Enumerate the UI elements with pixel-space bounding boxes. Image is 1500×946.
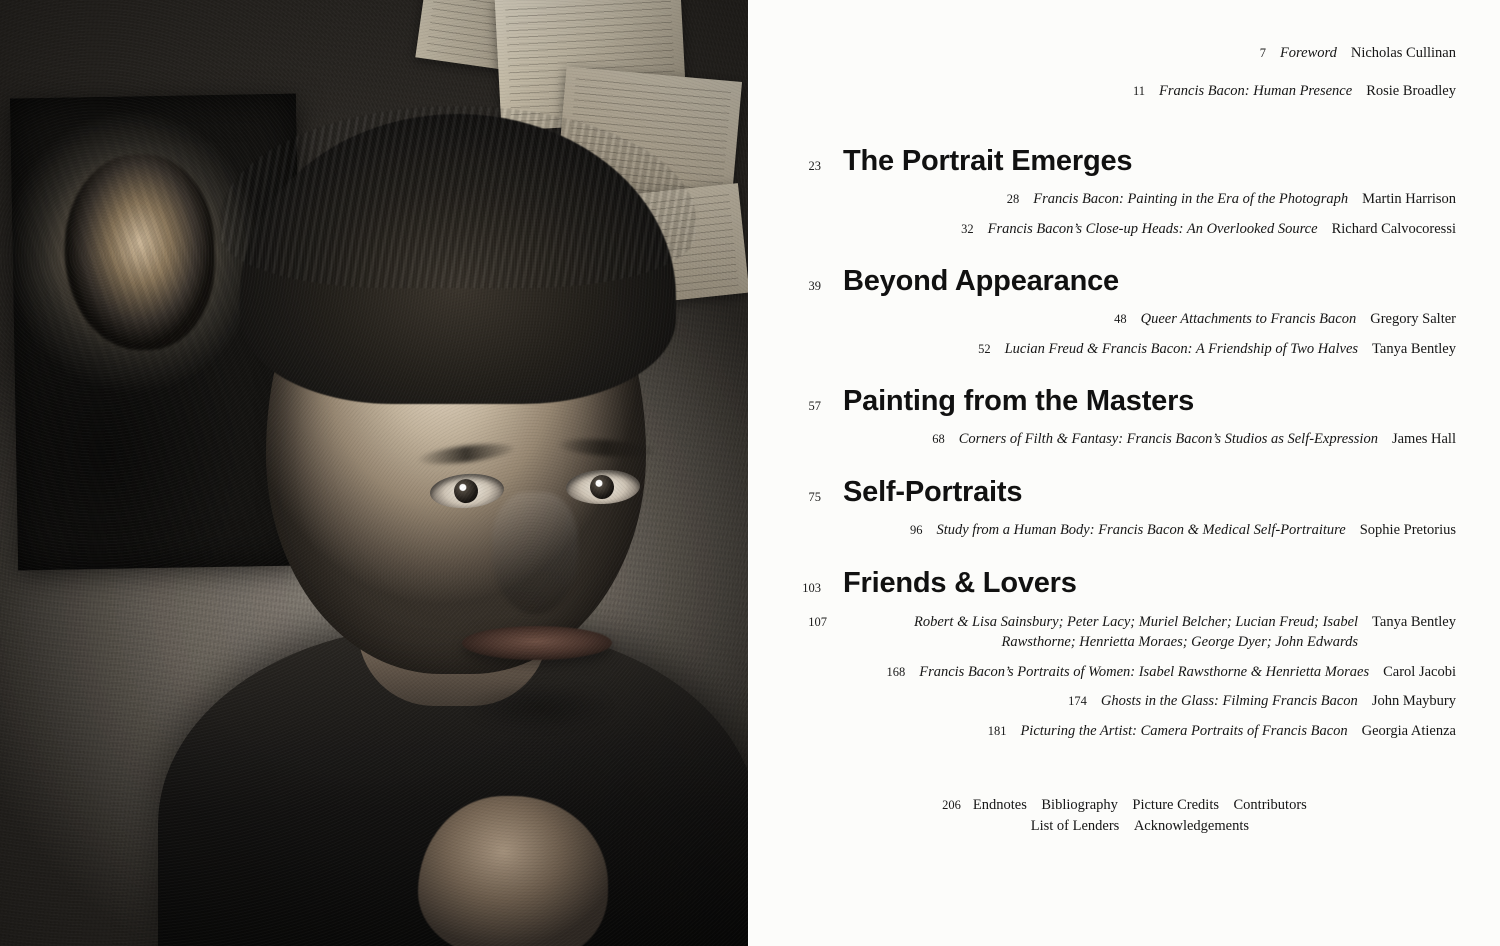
section-entries (793, 190, 1456, 239)
entry-author: Gregory Salter (1370, 311, 1456, 328)
toc-entry[interactable] (793, 612, 1456, 653)
entry-author: John Maybury (1371, 693, 1456, 710)
backmatter-line-1: Endnotes Bibliography Picture Credits Contributors (972, 797, 1307, 814)
toc-section (793, 476, 1456, 541)
section-heading[interactable] (793, 385, 1456, 418)
toc-section (793, 145, 1456, 239)
toc-entry[interactable] (793, 82, 1456, 102)
chin-shadow (434, 672, 644, 742)
right-page (749, 0, 1500, 946)
mouth (462, 626, 612, 660)
entry-page-number: 7 (1259, 46, 1266, 60)
section-title: Self-Portraits (843, 475, 1023, 508)
toc-entry[interactable] (793, 340, 1456, 360)
frontmatter-entries (793, 44, 1456, 101)
entry-page-number: 11 (1132, 83, 1146, 98)
toc-section (793, 385, 1456, 450)
entry-page-number: 168 (886, 664, 906, 679)
toc-entry[interactable] (793, 220, 1456, 240)
entry-author: Nicholas Cullinan (1350, 45, 1456, 61)
toc-entry[interactable] (793, 310, 1456, 330)
entry-title: Francis Bacon: Human Presence (1159, 82, 1353, 99)
entry-page-number: 181 (987, 723, 1007, 738)
entry-title: Study from a Human Body: Francis Bacon & Medical Self-Portraiture (936, 521, 1346, 538)
entry-author: Rosie Broadley (1366, 82, 1456, 99)
toc-entry[interactable] (793, 430, 1456, 450)
portrait-photograph (0, 0, 748, 946)
entry-title: Robert & Lisa Sainsbury; Peter Lacy; Muriel Belcher; Lucian Freud; Isabel Rawsthorne; Henrietta Moraes; George Dyer; John Edwards (914, 613, 1359, 651)
entry-author: Georgia Atienza (1361, 722, 1456, 739)
section-page-number: 75 (808, 489, 821, 504)
section-title: Friends & Lovers (843, 566, 1077, 599)
section-heading[interactable] (793, 145, 1456, 178)
entry-title: Francis Bacon’s Close-up Heads: An Overlooked Source (987, 220, 1318, 237)
entry-page-number: 52 (978, 341, 991, 356)
entry-author: Sophie Pretorius (1359, 521, 1456, 538)
backmatter-line-2: List of Lenders Acknowledgements (1030, 818, 1249, 835)
section-title: The Portrait Emerges (843, 145, 1133, 178)
section-entries (793, 310, 1456, 359)
left-page (0, 0, 749, 946)
left-eyebrow (417, 440, 514, 468)
nose (492, 492, 578, 614)
section-title: Painting from the Masters (843, 385, 1195, 418)
section-entries (793, 430, 1456, 450)
photographed-man (148, 56, 748, 946)
toc-entry[interactable] (793, 663, 1456, 683)
entry-page-number: 32 (961, 221, 974, 236)
entry-title: Queer Attachments to Francis Bacon (1140, 311, 1357, 328)
table-of-contents (793, 44, 1456, 837)
hair (240, 114, 676, 404)
section-heading[interactable] (793, 265, 1456, 298)
entry-author: James Hall (1391, 431, 1456, 448)
entry-author: Tanya Bentley (1372, 340, 1456, 357)
section-title: Beyond Appearance (843, 265, 1119, 298)
entry-author: Martin Harrison (1362, 191, 1456, 208)
section-page-number: 23 (808, 159, 821, 174)
entry-title: Francis Bacon’s Portraits of Women: Isabel Rawsthorne & Henrietta Moraes (919, 663, 1370, 680)
entry-title: Foreword (1279, 45, 1337, 61)
right-eyebrow (558, 437, 655, 460)
section-page-number: 57 (808, 399, 821, 414)
entry-page-number: 174 (1068, 694, 1087, 709)
entry-page-number: 48 (1114, 312, 1127, 327)
entry-title: Ghosts in the Glass: Filming Francis Bacon (1100, 693, 1358, 710)
entry-title: Francis Bacon: Painting in the Era of the Photograph (1033, 191, 1349, 208)
entry-page-number: 206 (942, 798, 961, 813)
toc-entry[interactable] (793, 692, 1456, 712)
toc-entry[interactable] (793, 521, 1456, 541)
section-entries (793, 612, 1456, 742)
entry-page-number: 96 (909, 522, 923, 537)
toc-section (793, 265, 1456, 359)
entry-page-number: 68 (932, 432, 945, 447)
section-page-number: 103 (802, 580, 821, 595)
entry-title: Picturing the Artist: Camera Portraits of Francis Bacon (1020, 722, 1348, 739)
toc-entry[interactable] (793, 44, 1456, 64)
entry-page-number: 28 (1006, 192, 1020, 207)
entry-title: Lucian Freud & Francis Bacon: A Friendship of Two Halves (1004, 340, 1359, 357)
section-page-number: 39 (808, 279, 821, 294)
entry-author: Richard Calvocoressi (1331, 220, 1456, 237)
section-heading[interactable] (793, 567, 1456, 600)
backmatter-entry[interactable] (793, 795, 1456, 837)
toc-entry[interactable] (793, 190, 1456, 210)
section-heading[interactable] (793, 476, 1456, 509)
section-entries (793, 521, 1456, 541)
entry-author: Tanya Bentley (1372, 613, 1456, 630)
toc-entry[interactable] (793, 722, 1456, 742)
toc-section (793, 567, 1456, 742)
backmatter-list (973, 795, 1307, 837)
entry-author: Carol Jacobi (1383, 663, 1456, 680)
entry-title: Corners of Filth & Fantasy: Francis Bacon’s Studios as Self-Expression (958, 431, 1378, 448)
left-eye (429, 471, 505, 510)
entry-page-number: 107 (808, 614, 827, 629)
right-eye (565, 469, 640, 506)
